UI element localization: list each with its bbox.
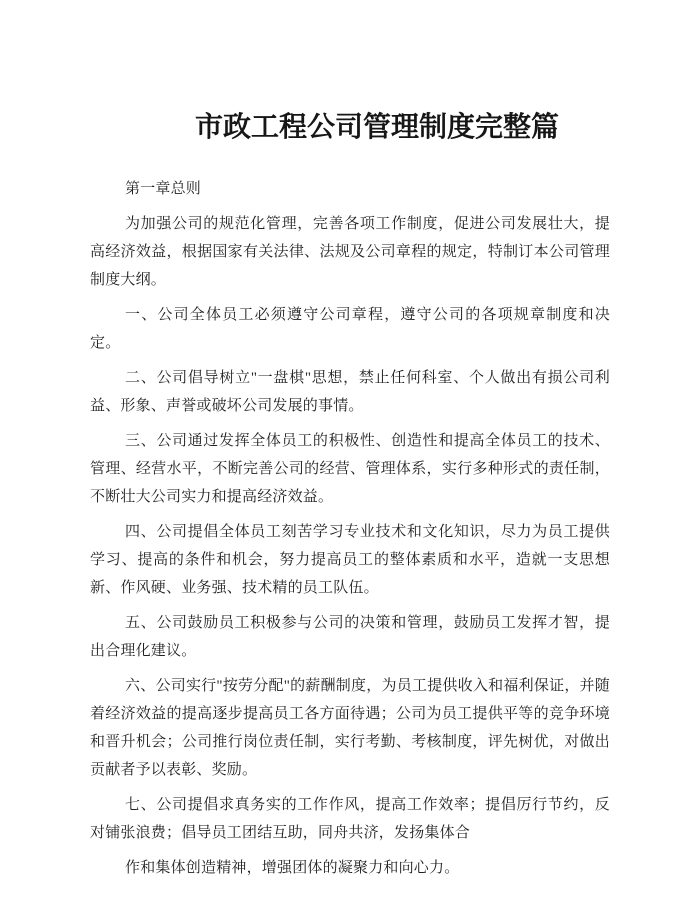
paragraph-item-3: 三、公司通过发挥全体员工的积极性、创造性和提高全体员工的技术、管理、经营水平，不断完善公司的经营、管理体系，实行多种形式的责任制，不断壮大公司实力和提高经济效益。 — [90, 433, 610, 505]
paragraph-item-4: 四、公司提倡全体员工刻苦学习专业技术和文化知识，尽力为员工提供学习、提高的条件和机会，努力提高员工的整体素质和水平，造就一支思想新、作风硬、业务强、技术精的员工队伍。 — [90, 524, 610, 596]
paragraph-item-1: 一、公司全体员工必须遵守公司章程，遵守公司的各项规章制度和决定。 — [90, 307, 610, 351]
paragraph-item-2: 二、公司倡导树立"一盘棋"思想，禁止任何科室、个人做出有损公司利益、形象、声誉或破坏公司发展的事情。 — [90, 370, 610, 414]
paragraph-item-7-continuation: 作和集体创造精神，增强团体的凝聚力和向心力。 — [125, 860, 460, 876]
document-title: 市政工程公司管理制度完整篇 — [194, 112, 559, 143]
paragraph-item-6: 六、公司实行"按劳分配"的薪酬制度，为员工提供收入和福利保证，并随着经济效益的提高逐步提高员工各方面待遇；公司为员工提供平等的竞争环境和晋升机会；公司推行岗位责任制，实行考勤、考核制度，评先树优，对做出贡献者予以表彰、奖励。 — [90, 678, 610, 778]
paragraph-item-7: 七、公司提倡求真务实的工作作风，提高工作效率；提倡厉行节约，反对铺张浪费；倡导员工团结互助，同舟共济，发扬集体合 — [90, 797, 610, 841]
paragraph-chapter-heading: 第一章总则 — [125, 181, 202, 197]
paragraph-intro: 为加强公司的规范化管理，完善各项工作制度，促进公司发展壮大，提高经济效益，根据国家有关法律、法规及公司章程的规定，特制订本公司管理制度大纲。 — [90, 216, 610, 288]
paragraph-item-5: 五、公司鼓励员工积极参与公司的决策和管理，鼓励员工发挥才智，提出合理化建议。 — [90, 615, 610, 659]
